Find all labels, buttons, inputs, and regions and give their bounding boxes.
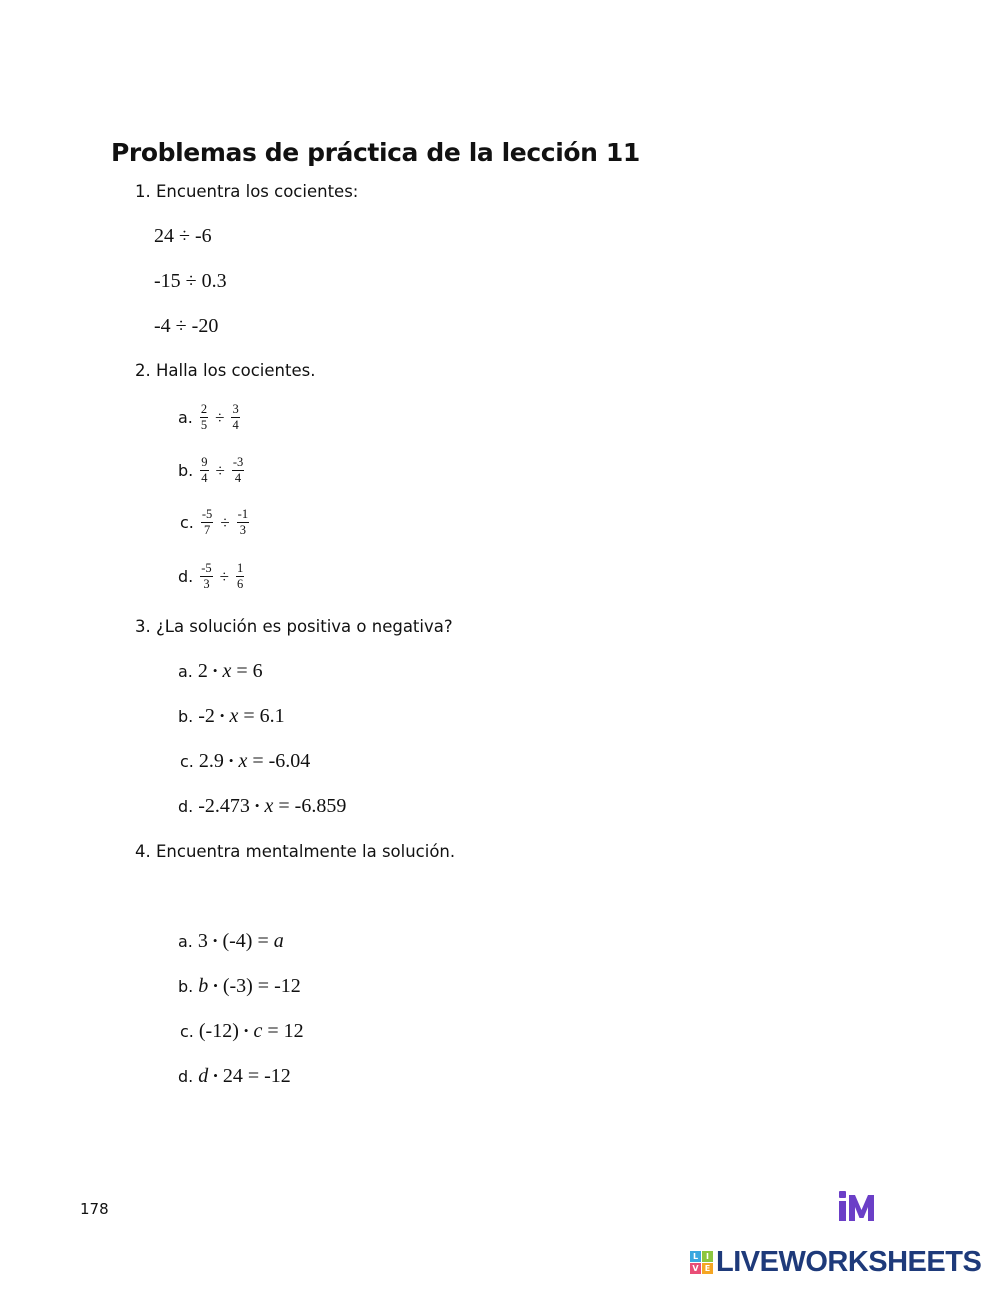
q1-item-1: 24 ÷ -6 — [154, 225, 212, 247]
page-title: Problemas de práctica de la lección 11 — [111, 138, 640, 167]
question-3-prompt: 3. ¿La solución es positiva o negativa? — [135, 617, 453, 636]
q3-item-a: a. 2 • x = 6 — [178, 660, 263, 682]
question-1-prompt: 1. Encuentra los cocientes: — [135, 182, 359, 201]
liveworksheets-icon: L I V E — [690, 1251, 713, 1274]
page-number: 178 — [80, 1200, 109, 1218]
question-2-prompt: 2. Halla los cocientes. — [135, 361, 316, 380]
q4-item-a: a. 3 • (-4) = a — [178, 930, 284, 952]
liveworksheets-logo — [690, 1246, 981, 1279]
q2-item-a: a. $\frac{2}{5}$ ÷ $\frac{3}{4}$ — [178, 402, 239, 432]
q2-item-b: b. $\frac{9}{4}$ ÷ $\frac{-3}{4}$ — [178, 455, 244, 485]
q4-item-d: d. d • 24 = -12 — [178, 1065, 291, 1087]
q3-item-b: b. -2 • x = 6.1 — [178, 705, 285, 727]
q1-item-3: -4 ÷ -20 — [154, 315, 219, 337]
q1-item-2: -15 ÷ 0.3 — [154, 270, 227, 292]
liveworksheets-wordmark: LIVEWORKSHEETS — [716, 1246, 982, 1278]
q3-item-d: d. -2.473 • x = -6.859 — [178, 795, 347, 817]
q2-item-d: d. $\frac{-5}{3}$ ÷ $\frac{1}{6}$ — [178, 561, 244, 591]
q3-item-c: c. 2.9 • x = -6.04 — [180, 750, 311, 772]
q2-item-c: c. $\frac{-5}{7}$ ÷ $\frac{-1}{3}$ — [180, 507, 249, 537]
im-logo — [838, 1190, 876, 1226]
q4-item-b: b. b • (-3) = -12 — [178, 975, 301, 997]
q4-item-c: c. (-12) • c = 12 — [180, 1020, 304, 1042]
question-4-prompt: 4. Encuentra mentalmente la solución. — [135, 842, 456, 861]
im-logo-icon — [838, 1190, 876, 1222]
